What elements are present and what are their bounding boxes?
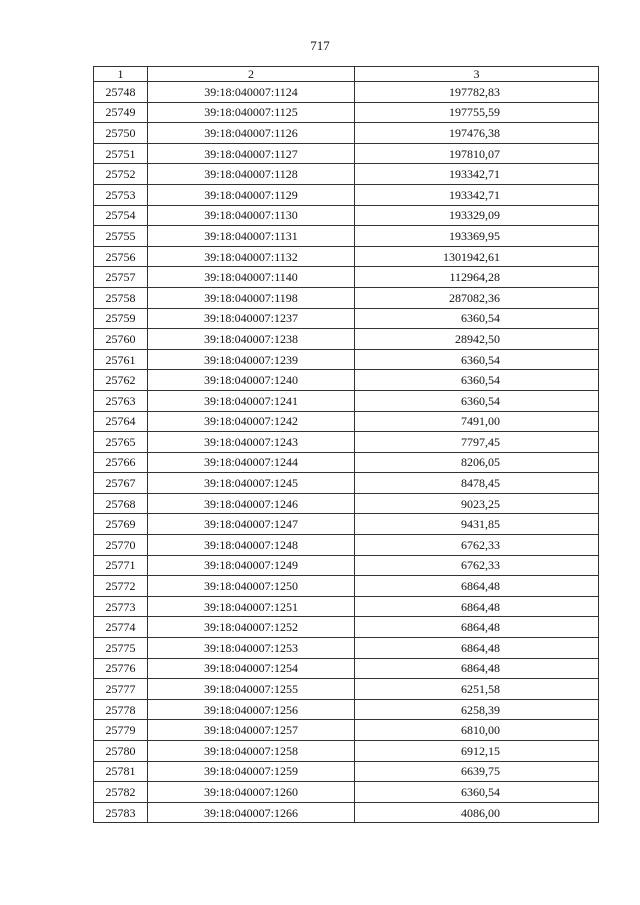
table-row: [94, 308, 599, 329]
row-number-cell: 25766: [94, 452, 148, 473]
row-number-cell: 25782: [94, 782, 148, 803]
row-number-cell: 25763: [94, 390, 148, 411]
cadastral-number-cell: 39:18:040007:1244: [148, 452, 355, 473]
table-row: [94, 473, 599, 494]
value-cell: 28942,50: [355, 329, 599, 350]
cadastral-number-cell: 39:18:040007:1246: [148, 493, 355, 514]
table-row: [94, 370, 599, 391]
row-number-cell: 25751: [94, 143, 148, 164]
cadastral-number-cell: 39:18:040007:1259: [148, 761, 355, 782]
cadastral-number-cell: 39:18:040007:1260: [148, 782, 355, 803]
table-row: [94, 205, 599, 226]
value-cell: 197755,59: [355, 102, 599, 123]
table-row: [94, 287, 599, 308]
row-number-cell: 25762: [94, 370, 148, 391]
row-number-cell: 25764: [94, 411, 148, 432]
row-number-cell: 25752: [94, 164, 148, 185]
value-cell: 112964,28: [355, 267, 599, 288]
value-cell: 8478,45: [355, 473, 599, 494]
table-row: [94, 432, 599, 453]
cadastral-number-cell: 39:18:040007:1247: [148, 514, 355, 535]
table-row: [94, 164, 599, 185]
value-cell: 6810,00: [355, 720, 599, 741]
table-row: [94, 390, 599, 411]
row-number-cell: 25748: [94, 82, 148, 103]
cadastral-number-cell: 39:18:040007:1251: [148, 596, 355, 617]
value-cell: 6864,48: [355, 596, 599, 617]
cadastral-number-cell: 39:18:040007:1240: [148, 370, 355, 391]
value-cell: 6360,54: [355, 390, 599, 411]
table-row: [94, 802, 599, 823]
cadastral-number-cell: 39:18:040007:1250: [148, 576, 355, 597]
cadastral-number-cell: 39:18:040007:1124: [148, 82, 355, 103]
value-cell: 6762,33: [355, 535, 599, 556]
row-number-cell: 25771: [94, 555, 148, 576]
value-cell: 6639,75: [355, 761, 599, 782]
cadastral-number-cell: 39:18:040007:1127: [148, 143, 355, 164]
cadastral-number-cell: 39:18:040007:1248: [148, 535, 355, 556]
table-row: [94, 761, 599, 782]
cadastral-number-cell: 39:18:040007:1128: [148, 164, 355, 185]
table-row: [94, 658, 599, 679]
cadastral-number-cell: 39:18:040007:1257: [148, 720, 355, 741]
cadastral-number-cell: 39:18:040007:1131: [148, 226, 355, 247]
cadastral-number-cell: 39:18:040007:1249: [148, 555, 355, 576]
cadastral-number-cell: 39:18:040007:1129: [148, 184, 355, 205]
value-cell: 6864,48: [355, 617, 599, 638]
cadastral-number-cell: 39:18:040007:1238: [148, 329, 355, 350]
table-row: [94, 617, 599, 638]
row-number-cell: 25758: [94, 287, 148, 308]
value-cell: 9431,85: [355, 514, 599, 535]
value-cell: 6360,54: [355, 782, 599, 803]
table-row: [94, 576, 599, 597]
column-header-2: 2: [148, 67, 355, 82]
value-cell: 197476,38: [355, 123, 599, 144]
cadastral-number-cell: 39:18:040007:1198: [148, 287, 355, 308]
row-number-cell: 25772: [94, 576, 148, 597]
row-number-cell: 25779: [94, 720, 148, 741]
column-header-1: 1: [94, 67, 148, 82]
table-row: [94, 638, 599, 659]
value-cell: 6762,33: [355, 555, 599, 576]
cadastral-number-cell: 39:18:040007:1239: [148, 349, 355, 370]
value-cell: 8206,05: [355, 452, 599, 473]
row-number-cell: 25755: [94, 226, 148, 247]
table-row: [94, 123, 599, 144]
row-number-cell: 25781: [94, 761, 148, 782]
value-cell: 197810,07: [355, 143, 599, 164]
value-cell: 7797,45: [355, 432, 599, 453]
row-number-cell: 25760: [94, 329, 148, 350]
table-row: [94, 246, 599, 267]
table-row: [94, 226, 599, 247]
table-row: [94, 782, 599, 803]
row-number-cell: 25757: [94, 267, 148, 288]
row-number-cell: 25769: [94, 514, 148, 535]
cadastral-number-cell: 39:18:040007:1132: [148, 246, 355, 267]
cadastral-number-cell: 39:18:040007:1254: [148, 658, 355, 679]
table-row: [94, 184, 599, 205]
table-row: [94, 596, 599, 617]
cadastral-number-cell: 39:18:040007:1243: [148, 432, 355, 453]
row-number-cell: 25749: [94, 102, 148, 123]
value-cell: 6360,54: [355, 308, 599, 329]
table-row: [94, 535, 599, 556]
cadastral-number-cell: 39:18:040007:1130: [148, 205, 355, 226]
table-row: [94, 555, 599, 576]
table-row: [94, 452, 599, 473]
value-cell: 6864,48: [355, 658, 599, 679]
row-number-cell: 25759: [94, 308, 148, 329]
value-cell: 287082,36: [355, 287, 599, 308]
table-body: [94, 82, 599, 823]
value-cell: 6864,48: [355, 576, 599, 597]
value-cell: 6258,39: [355, 699, 599, 720]
row-number-cell: 25754: [94, 205, 148, 226]
row-number-cell: 25774: [94, 617, 148, 638]
value-cell: 7491,00: [355, 411, 599, 432]
value-cell: 6251,58: [355, 679, 599, 700]
table-row: [94, 267, 599, 288]
row-number-cell: 25767: [94, 473, 148, 494]
row-number-cell: 25750: [94, 123, 148, 144]
table-row: [94, 411, 599, 432]
value-cell: 4086,00: [355, 802, 599, 823]
cadastral-number-cell: 39:18:040007:1126: [148, 123, 355, 144]
table-row: [94, 741, 599, 762]
value-cell: 193342,71: [355, 164, 599, 185]
value-cell: 193369,95: [355, 226, 599, 247]
table-row: [94, 514, 599, 535]
value-cell: 6912,15: [355, 741, 599, 762]
row-number-cell: 25783: [94, 802, 148, 823]
row-number-cell: 25773: [94, 596, 148, 617]
row-number-cell: 25777: [94, 679, 148, 700]
column-header-3: 3: [355, 67, 599, 82]
cadastral-number-cell: 39:18:040007:1256: [148, 699, 355, 720]
row-number-cell: 25761: [94, 349, 148, 370]
cadastral-number-cell: 39:18:040007:1140: [148, 267, 355, 288]
cadastral-number-cell: 39:18:040007:1242: [148, 411, 355, 432]
table-header-row: [94, 67, 599, 82]
row-number-cell: 25775: [94, 638, 148, 659]
table-row: [94, 143, 599, 164]
value-cell: 6360,54: [355, 349, 599, 370]
row-number-cell: 25770: [94, 535, 148, 556]
cadastral-number-cell: 39:18:040007:1258: [148, 741, 355, 762]
row-number-cell: 25778: [94, 699, 148, 720]
row-number-cell: 25756: [94, 246, 148, 267]
table-row: [94, 679, 599, 700]
table-row: [94, 493, 599, 514]
row-number-cell: 25780: [94, 741, 148, 762]
cadastral-number-cell: 39:18:040007:1245: [148, 473, 355, 494]
table-row: [94, 349, 599, 370]
cadastral-number-cell: 39:18:040007:1241: [148, 390, 355, 411]
table-row: [94, 329, 599, 350]
value-cell: 9023,25: [355, 493, 599, 514]
cadastral-number-cell: 39:18:040007:1252: [148, 617, 355, 638]
row-number-cell: 25768: [94, 493, 148, 514]
cadastral-number-cell: 39:18:040007:1255: [148, 679, 355, 700]
value-cell: 1301942,61: [355, 246, 599, 267]
table-row: [94, 102, 599, 123]
cadastral-number-cell: 39:18:040007:1266: [148, 802, 355, 823]
row-number-cell: 25753: [94, 184, 148, 205]
row-number-cell: 25765: [94, 432, 148, 453]
cadastral-number-cell: 39:18:040007:1125: [148, 102, 355, 123]
table-row: [94, 699, 599, 720]
value-cell: 193342,71: [355, 184, 599, 205]
page-number: 717: [310, 38, 330, 53]
value-cell: 6360,54: [355, 370, 599, 391]
cadastral-number-cell: 39:18:040007:1253: [148, 638, 355, 659]
cadastral-value-table: [93, 66, 599, 823]
value-cell: 197782,83: [355, 82, 599, 103]
table-row: [94, 720, 599, 741]
row-number-cell: 25776: [94, 658, 148, 679]
cadastral-number-cell: 39:18:040007:1237: [148, 308, 355, 329]
table-row: [94, 82, 599, 103]
value-cell: 6864,48: [355, 638, 599, 659]
value-cell: 193329,09: [355, 205, 599, 226]
